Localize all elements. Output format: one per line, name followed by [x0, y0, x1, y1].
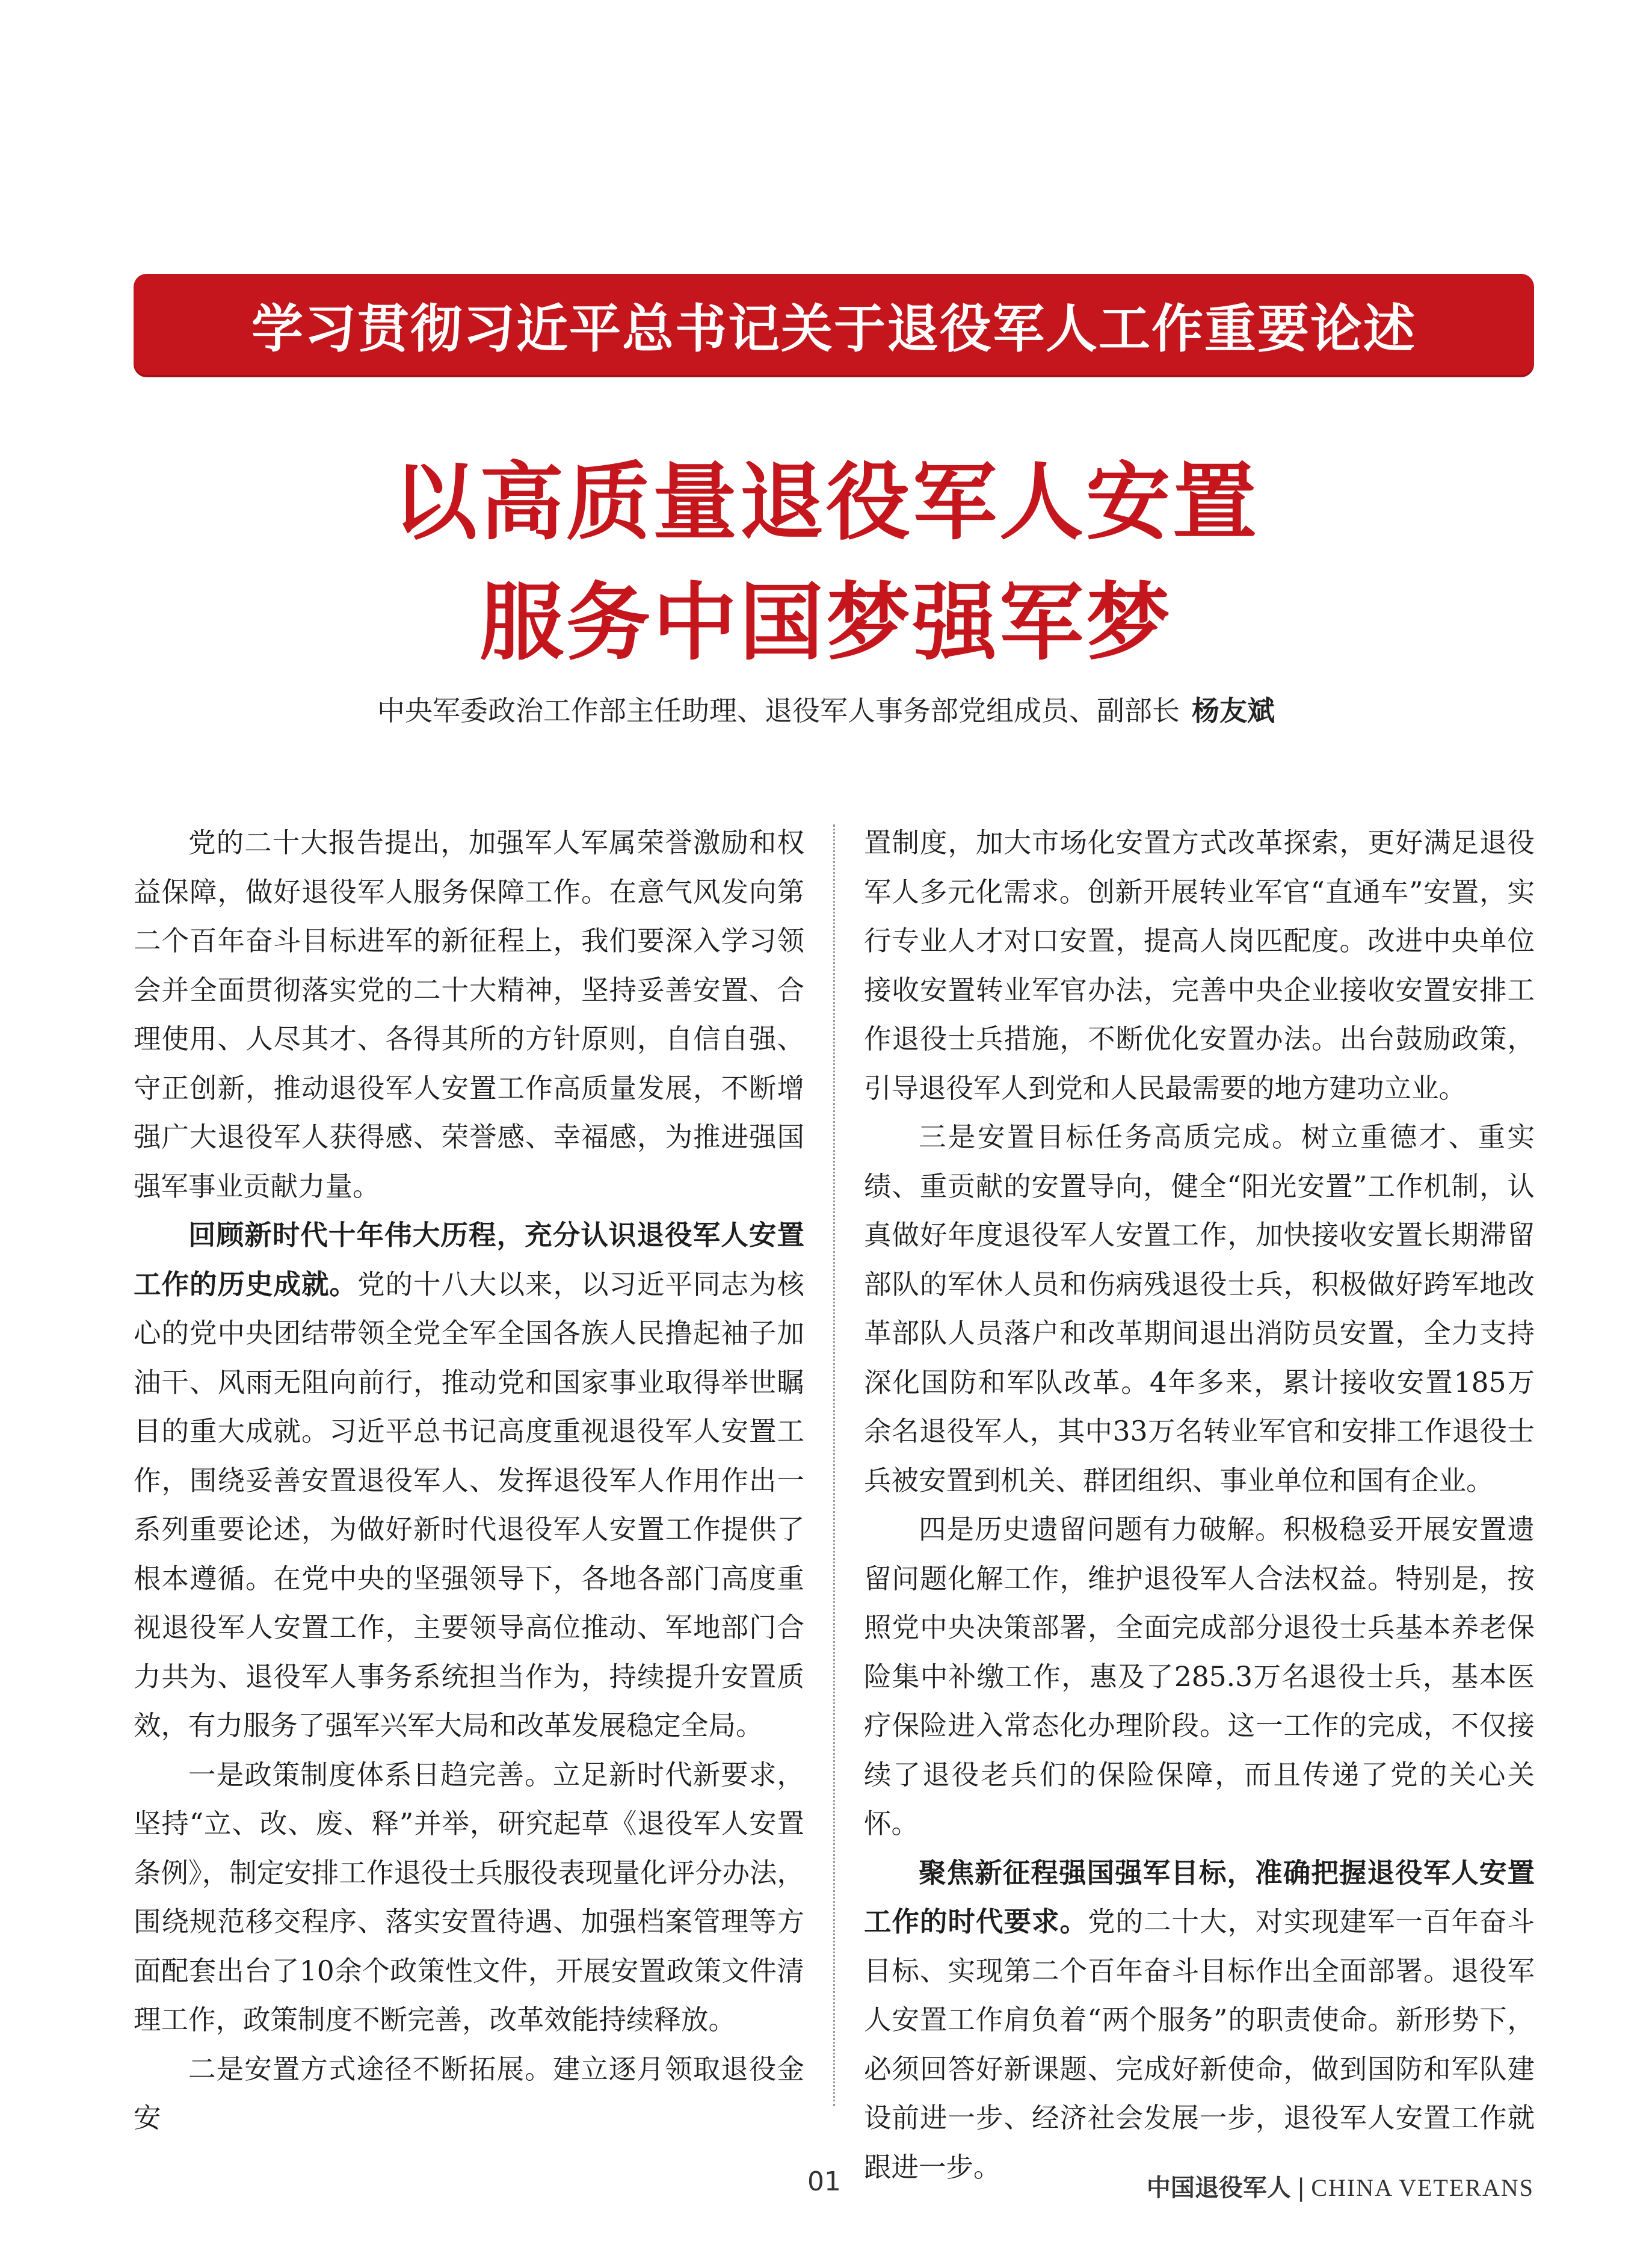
paragraph [134, 1211, 804, 1751]
author-role: 中央军委政治工作部主任助理、退役军人事务部党组成员、副部长 [377, 694, 1180, 727]
right-column [864, 818, 1535, 2192]
paragraph [864, 1849, 1535, 2192]
magazine-name-cn: 中国退役军人 [1146, 2174, 1291, 2202]
article-title-line-2: 服务中国梦强军梦 [479, 573, 1173, 672]
paragraph: 二是安置方式途径不断拓展。建立逐月领取退役金安 [134, 2053, 804, 2134]
author-byline [0, 689, 1652, 729]
left-column [134, 818, 804, 2143]
paragraph: 党的二十大报告提出，加强军人军属荣誉激励和权益保障，做好退役军人服务保障工作。在意气风发向第二个百年奋斗目标进军的新征程上，我们要深入学习领会并全面贯彻落实党的二十大精神，坚持妥善安置、合理使用、人尽其才、各得其所的方针原则，自信自强、守正创新，推动退役军人安置工作高质量发展，不断增强广大退役军人获得感、荣誉感、幸福感，为推进强国强军事业贡献力量。 [134, 827, 804, 1202]
footer-separator: | [1296, 2174, 1305, 2202]
page-number: 01 [807, 2166, 841, 2197]
column-divider [833, 824, 835, 2106]
paragraph-lead: 聚焦新征程强国强军目标，准确把握退役军人安置工作的时代要求。 [864, 1856, 1535, 1938]
paragraph-lead: 回顾新时代十年伟大历程，充分认识退役军人安置工作的历史成就。 [134, 1219, 804, 1300]
paragraph: 一是政策制度体系日趋完善。立足新时代新要求，坚持“立、改、废、释”并举，研究起草《退役军人安置条例》，制定安排工作退役士兵服役表现量化评分办法，围绕规范移交程序、落实安置待遇、加强档案管理等方面配套出台了10余个政策性文件，开展安置政策文件清理工作，政策制度不断完善，改革效能持续释放。 [134, 1758, 804, 2036]
article-title-line-1: 以高质量退役军人安置 [392, 453, 1259, 552]
section-banner [134, 274, 1534, 375]
paragraph: 三是安置目标任务高质完成。树立重德才、重实绩、重贡献的安置导向，健全“阳光安置”工作机制，认真做好年度退役军人安置工作，加快接收安置长期滞留部队的军休人员和伤病残退役士兵，积极做好跨军地改革部队人员落户和改革期间退出消防员安置，全力支持深化国防和军队改革。4年多来，累计接收安置185万余名退役军人，其中33万名转业军官和安排工作退役士兵被安置到机关、群团组织、事业单位和国有企业。 [864, 1121, 1535, 1497]
section-banner-text: 学习贯彻习近平总书记关于退役军人工作重要论述 [251, 299, 1416, 359]
author-name: 杨友斌 [1192, 694, 1275, 727]
magazine-name-en: CHINA VETERANS [1311, 2174, 1534, 2201]
paragraph-body: 党的二十大，对实现建军一百年奋斗目标、实现第二个百年奋斗目标作出全面部署。退役军人安置工作肩负着“两个服务”的职责使命。新形势下，必须回答好新课题、完成好新使命，做到国防和军队建设前进一步、经济社会发展一步，退役军人安置工作就跟进一步。 [864, 1906, 1535, 2183]
article-title [0, 442, 1652, 683]
paragraph-continued: 置制度，加大市场化安置方式改革探索，更好满足退役军人多元化需求。创新开展转业军官“直通车”安置，实行专业人才对口安置，提高人岗匹配度。改进中央单位接收安置转业军官办法，完善中央企业接收安置安排工作退役士兵措施，不断优化安置办法。出台鼓励政策，引导退役军人到党和人民最需要的地方建功立业。 [864, 827, 1535, 1104]
magazine-footer [1147, 2169, 1534, 2203]
paragraph-body: 党的十八大以来，以习近平同志为核心的党中央团结带领全党全军全国各族人民撸起袖子加油干、风雨无阻向前行，推动党和国家事业取得举世瞩目的重大成就。习近平总书记高度重视退役军人安置工作，围绕妥善安置退役军人、发挥退役军人作用作出一系列重要论述，为做好新时代退役军人安置工作提供了根本遵循。在党中央的坚强领导下，各地各部门高度重视退役军人安置工作，主要领导高位推动、军地部门合力共为、退役军人事务系统担当作为，持续提升安置质效，有力服务了强军兴军大局和改革发展稳定全局。 [134, 1268, 804, 1741]
paragraph: 四是历史遗留问题有力破解。积极稳妥开展安置遗留问题化解工作，维护退役军人合法权益。特别是，按照党中央决策部署，全面完成部分退役士兵基本养老保险集中补缴工作，惠及了285.3万名退役士兵，基本医疗保险进入常态化办理阶段。这一工作的完成，不仅接续了退役老兵们的保险保障，而且传递了党的关心关怀。 [864, 1513, 1535, 1840]
